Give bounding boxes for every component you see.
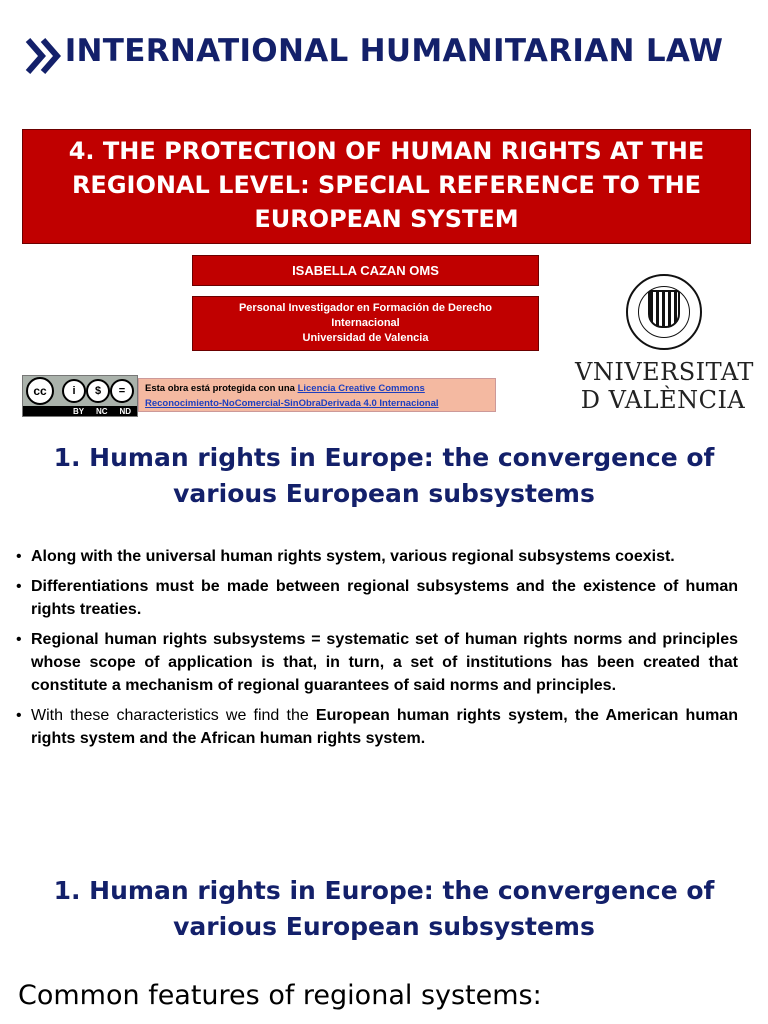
logo-line: D VALÈNCIA bbox=[580, 386, 746, 414]
affiliation-line: Universidad de Valencia bbox=[302, 332, 429, 344]
license-notice bbox=[138, 378, 496, 412]
cc-label: ND bbox=[119, 407, 132, 416]
section-title: 1. Human rights in Europe: the convergence of various European subsystems bbox=[53, 876, 715, 941]
cc-label: BY bbox=[72, 407, 85, 416]
cc-label: NC bbox=[95, 407, 108, 416]
bullet-normal: With these characteristics we find the bbox=[31, 707, 316, 724]
bullet-bold: Regional human rights subsystems = systematic set of human rights norms and principles whose scope of application is that, in turn, a set of institutions has been created that constitute a mechanism of regional guarantees of said norms and principles. bbox=[31, 631, 738, 694]
bullet-item bbox=[16, 704, 738, 750]
affiliation-line: Personal Investigador en Formación de Derecho bbox=[238, 302, 493, 314]
bullet-item bbox=[16, 545, 738, 568]
bullet-list bbox=[16, 545, 738, 757]
attribution-icon: i bbox=[62, 379, 86, 403]
bullet-item bbox=[16, 628, 738, 697]
license-type-link[interactable]: Reconocimiento-NoComercial-SinObraDerivada 4.0 Internacional bbox=[145, 398, 439, 409]
noderivatives-icon: = bbox=[110, 379, 134, 403]
topic-number: 4. bbox=[68, 137, 95, 165]
author-name: ISABELLA CAZAN OMS bbox=[192, 255, 539, 286]
cc-badge-labels bbox=[67, 406, 137, 417]
author-affiliation bbox=[192, 296, 539, 351]
university-logo bbox=[575, 272, 754, 418]
main-title: INTERNATIONAL HUMANITARIAN LAW bbox=[64, 33, 724, 69]
bullet-item bbox=[16, 575, 738, 621]
section-title: 1. Human rights in Europe: the convergence of various European subsystems bbox=[53, 443, 715, 508]
bullet-bold: Differentiations must be made between regional subsystems and the existence of human rights treaties. bbox=[31, 578, 738, 618]
cc-icon: cc bbox=[26, 377, 54, 405]
topic-text: THE PROTECTION OF HUMAN RIGHTS AT THE REGIONAL LEVEL: SPECIAL REFERENCE TO THE EUROPEAN SYSTEM bbox=[71, 137, 705, 233]
affiliation-line: Internacional bbox=[331, 317, 400, 329]
bullet-bold: Along with the universal human rights system, various regional subsystems coexist. bbox=[31, 548, 675, 565]
creative-commons-badge[interactable] bbox=[22, 375, 138, 417]
license-prefix: Esta obra está protegida con una bbox=[145, 383, 298, 394]
topic-banner bbox=[22, 129, 751, 244]
cc-badge-top bbox=[23, 376, 137, 406]
noncommercial-icon: $ bbox=[86, 379, 110, 403]
university-seal-icon bbox=[626, 274, 702, 350]
logo-line: VNIVERSITAT bbox=[575, 358, 754, 386]
bullet-bold: European human rights system, the American human rights system and the African human rights system. bbox=[31, 707, 738, 747]
section-subtitle: Common features of regional systems: bbox=[18, 980, 542, 1011]
header bbox=[0, 26, 768, 110]
seal-shield-icon bbox=[648, 290, 680, 328]
license-link[interactable]: Licencia Creative Commons bbox=[297, 383, 425, 394]
